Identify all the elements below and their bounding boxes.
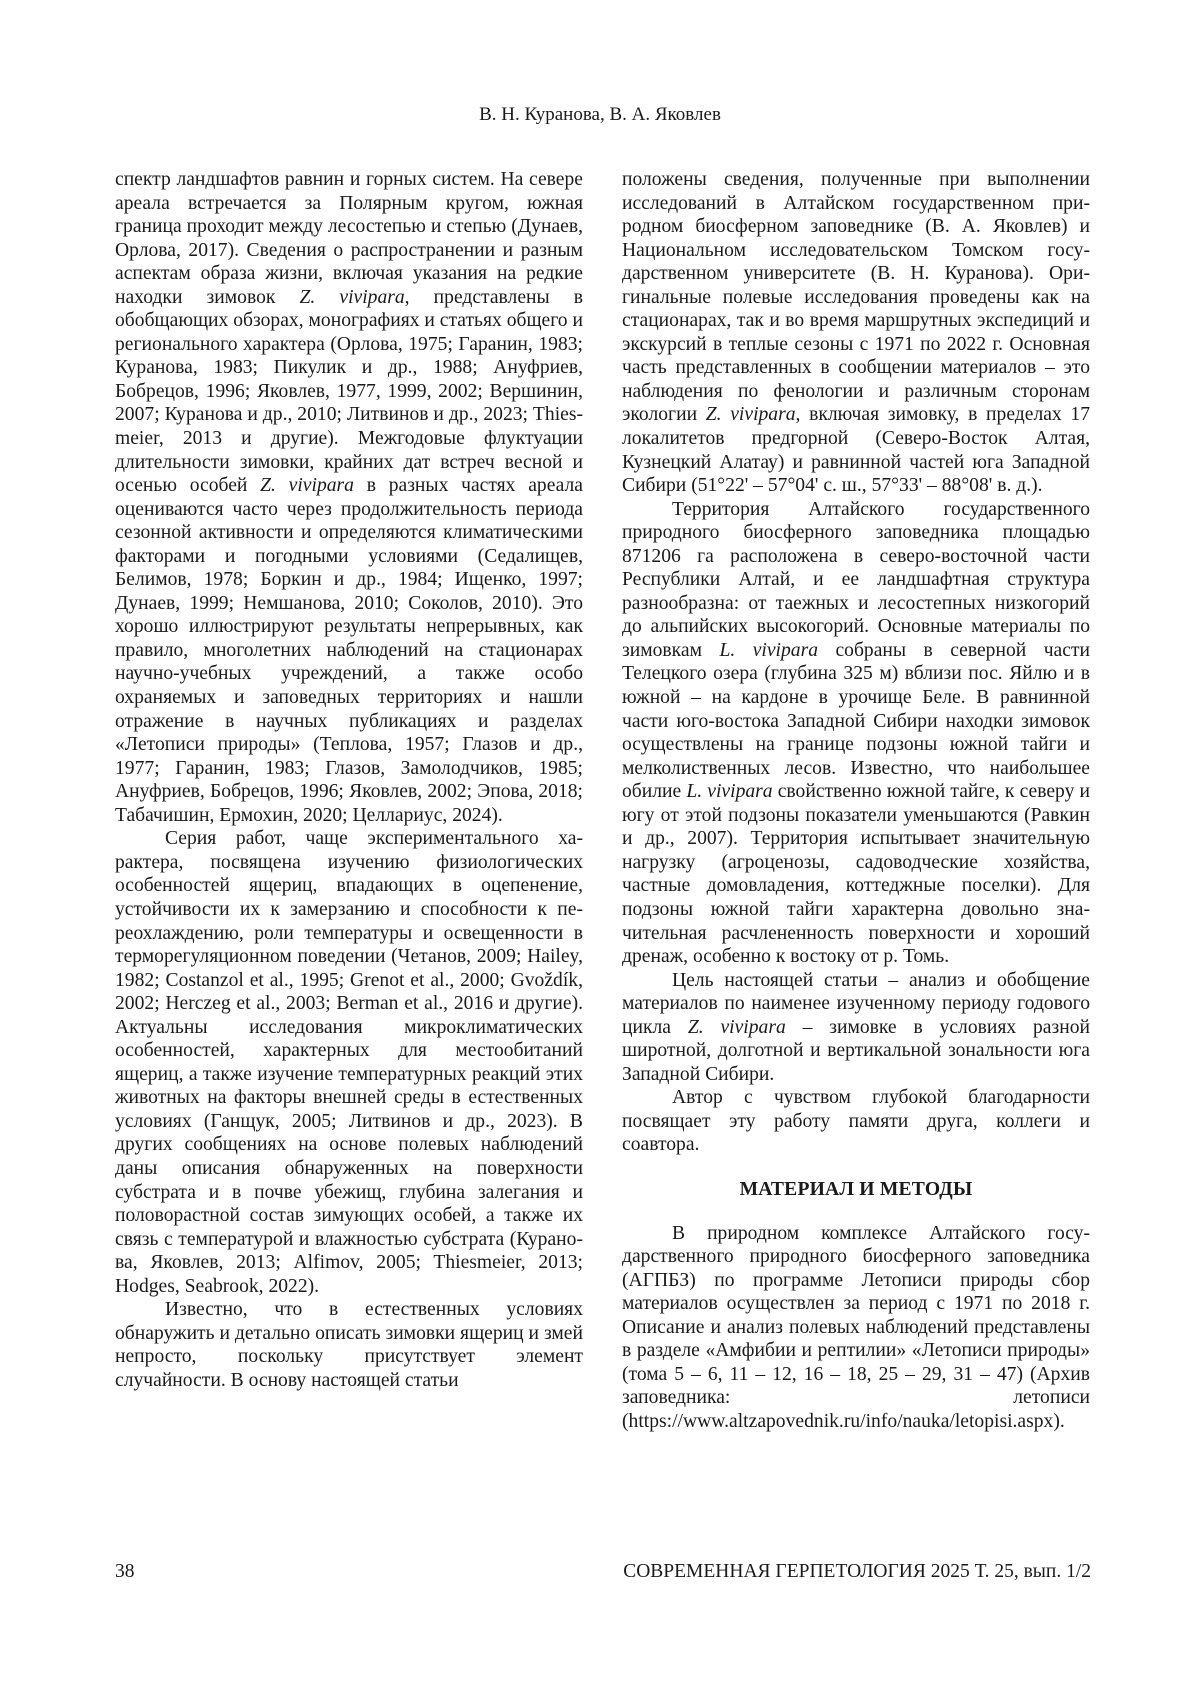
text-run: , представлены в обобщающих обзорах, монографиях и статьях общего и регионального характера (Орлова, 1975; Гаранин, 1983; Куранова, 1983; Пикулик и др., 1988; Ануфриев, Бобрецов, 1996; Яковлев, 1977, 1999, 2002; Вершинин, 2007; Куранова и др., 2010; Литвинов и др., 2023; Thiesmeier, 2013 и другие). Межгодовые флуктуации длительности зимовки, крайних дат встреч весной и осенью особей (115, 286, 584, 497)
species-name: Z. vivipara (260, 475, 354, 497)
paragraph: Известно, что в естественных условиях обнаружить и детально описать зимовки ящериц и змей непросто, поскольку присутствует элемент случайности. В основу настоящей статьи (115, 1299, 583, 1391)
paragraph: Серия работ, чаще экспериментального характера, посвящена изучению физиологических особенностей ящериц, впадающих в оцепенение, устойчивости их к замерзанию и способности к переохлаждению, роли температуры и освещенности в терморегуляционном поведении (Четанов, 2009; Hailey, 1982; Costanzol et al., 1995; Grenot et al., 2000; Gvoždík, 2002; Herczeg et al., 2003; Berman et al., 2016 и другие). Актуальны исследования микроклиматических особенностей, характерных для местообитаний ящериц, а также изучение температурных реакций этих животных на факторы внешней среды в естественных условиях (Ганщук, 2005; Литвинов и др., 2023). В других сообщениях на основе полевых наблюдений даны описания обнаруженных на поверхности субстрата и в почве убежищ, глубина залегания и половорастной состав зимующих особей, а также их связь с температурой и влажностью субстрата (Куранова, Яковлев, 2013; Alfimov, 2005; Thiesmeier, 2013; Hodges, Seabrook, 2022). (115, 828, 583, 1297)
text-run: в разных частях ареала оцениваются часто через продолжительность периода сезонной активности и определяются климатическими факторами и погодными условиями (Седалищев, Белимов, 1978; Боркин и др., 1984; Ищенко, 1997; Дунаев, 1999; Немшанова, 2010; Соколов, 2010). Это хорошо иллюстрируют результаты непрерывных, как правило, многолетних наблюдений на стационарах научно-учебных учреждений, а также особо охраняемых и заповедных территориях и нашли отражение в научных публикациях и разделах «Летописи природы» (Теплова, 1957; Глазов и др., 1977; Гаранин, 1983; Глазов, Замолодчиков, 1985; Ануфриев, Бобрецов, 1996; Яковлев, 2002; Эпова, 2018; Табачишин, Ермохин, 2020; Целлариус, 2024). (115, 475, 583, 826)
text-run: собраны в северной части Телецкого озера (глубина 325 м) вблизи пос. Яйлю и в южной – на кардоне в урочище Беле. В равнинной части юго-востока Западной Сибири находки зимовок осуществлены на границе подзоны южной тайги и мелколиственных лесов. Известно, что наибольшее обилие (622, 639, 1090, 803)
paragraph (622, 498, 1090, 969)
left-column (115, 168, 583, 1392)
paragraph (622, 168, 1090, 498)
journal-footer: СОВРЕМЕННАЯ ГЕРПЕТОЛОГИЯ 2025 Т. 25, вып. 1/2 (623, 1561, 1091, 1582)
paragraph (622, 969, 1090, 1087)
species-name: L. vivipara (719, 639, 818, 661)
species-name: Z. vivipara (705, 404, 796, 426)
section-heading: МАТЕРИАЛ И МЕТОДЫ (739, 1178, 973, 1200)
text-run: свойственно южной тайге, к северу и югу от этой подзоны показатели уменьшаются (Равкин и др., 2007). Территория испытывает значительную нагрузку (агроценозы, садоводческие хозяйства, частные домовладения, коттеджные поселки). Для подзоны южной тайги характерна довольно значительная расчлененность поверхности и хороший дренаж, особенно к востоку от р. Томь. (622, 781, 1090, 968)
paragraph: В природном комплексе Алтайского государственного природного биосферного заповедника (АГПБЗ) по программе Летописи природы сбор материалов осуществлен за период с 1971 по 2018 г. Описание и анализ полевых наблюдений представлены в разделе «Амфибии и рептилии» «Летописи природы» (тома 5 – 6, 11 – 12, 16 – 18, 25 – 29, 31 – 47) (Архив заповедника: летописи (https://www.altzapovednik.ru/info/nauka/letopisi.aspx). (622, 1222, 1090, 1432)
text-run: Цель настоящей статьи – анализ и обобщение материалов по наименее изученному периоду годового цикла (622, 969, 1090, 1038)
running-head-authors: В. Н. Куранова, В. А. Яковлев (479, 104, 721, 125)
paragraph: Автор с чувством глубокой благодарности посвящает эту работу памяти друга, коллеги и соавтора. (622, 1087, 1090, 1156)
text-run: Территория Алтайского государственного природного биосферного заповедника площадью 871206 га расположена в северо-восточной части Республики Алтай, и ее ландшафтная структура разнообразна: от таежных и лесостепных низкогорий до альпийских высокогорий. Основные материалы по зимовкам (622, 498, 1090, 661)
paragraph (115, 168, 583, 827)
right-column (622, 168, 1090, 1433)
page-number: 38 (115, 1561, 135, 1582)
species-name: Z. vivipara (687, 1016, 786, 1038)
text-run: , включая зимовку, в пределах 17 локалитетов предгорной (Северо-Восток Алтая, Кузнецкий Алатау) и равнинной частей юга Западной Сибири (51°22' – 57°04' с. ш., 57°33' – 88°08' в. д.). (622, 404, 1090, 497)
species-name: Z. vivipara (299, 286, 405, 308)
text-run: спектр ландшафтов равнин и горных систем. На севере ареала встречается за Полярным кругом, южная граница проходит между лесостепью и степью (Дунаев, Орлова, 2017). Сведения о распространении и разным аспектам образа жизни, включая указания на редкие находки зимовок (115, 169, 583, 308)
text-run: – зимовке в условиях разной широтной, долготной и вертикальной зональности юга Западной Сибири. (622, 1016, 1090, 1085)
text-run: положены сведения, полученные при выполнении исследований в Алтайском государственном природном биосферном заповеднике (В. А. Яковлев) и Национальном исследовательском Томском государственном университете (В. Н. Куранова). Оригинальные полевые исследования проведены как на стационарах, так и во время маршрутных экспедиций и экскурсий в теплые сезоны с 1971 по 2022 г. Основная часть представленных в сообщении материалов – это наблюдения по фенологии и различным сторонам экологии (622, 169, 1090, 426)
species-name: L. vivipara (686, 781, 773, 803)
